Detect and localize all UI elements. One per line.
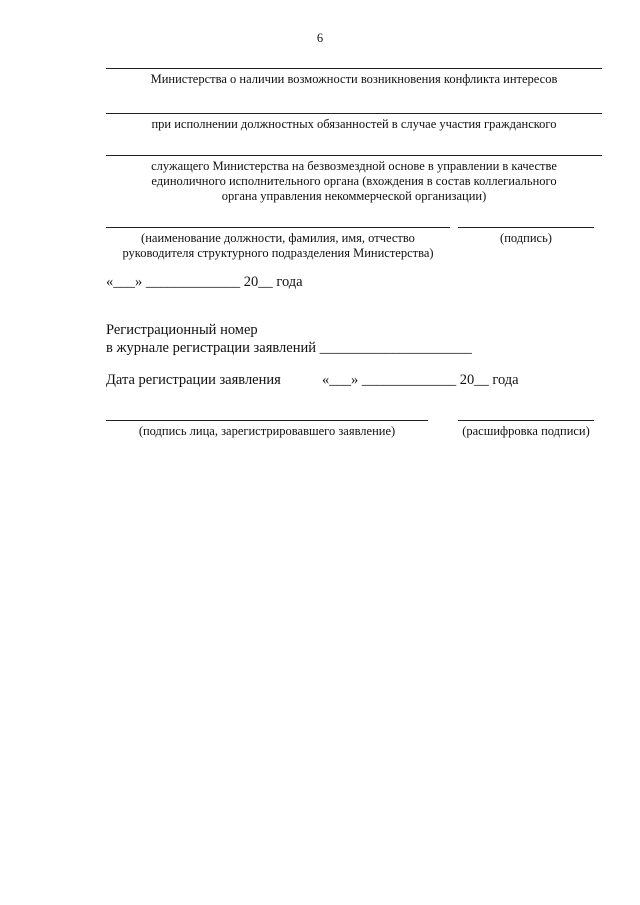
date-line bbox=[106, 273, 303, 291]
signature-line bbox=[458, 227, 594, 228]
fill-line bbox=[106, 113, 602, 114]
date-month-blank: _____________ bbox=[145, 274, 241, 290]
decode-line bbox=[458, 420, 594, 421]
page-number: 6 bbox=[316, 31, 324, 45]
statement-line-3a: служащего Министерства на безвозмездной основе в управлении в качестве bbox=[151, 159, 557, 173]
statement-line-2: при исполнении должностных обязанностей в случае участия гражданского bbox=[151, 117, 557, 131]
registrar-signature-caption: (подпись лица, зарегистрировавшего заявление) bbox=[138, 424, 396, 438]
registration-label-1: Регистрационный номер bbox=[106, 322, 258, 338]
date-day-blank: «___» bbox=[106, 274, 143, 290]
name-signature-line bbox=[106, 227, 450, 228]
registration-date-label: Дата регистрации заявления bbox=[106, 372, 281, 388]
registration-number-row bbox=[106, 339, 472, 357]
statement-line-3b: единоличного исполнительного органа (вхождения в состав коллегиального bbox=[151, 174, 557, 188]
registration-date-row bbox=[322, 371, 519, 389]
registration-number-blank: _____________________ bbox=[319, 340, 472, 356]
registration-month-blank: _____________ bbox=[361, 372, 457, 388]
statement-line-1: Министерства о наличии возможности возникновения конфликта интересов bbox=[150, 72, 558, 86]
fill-line bbox=[106, 68, 602, 69]
statement-line-3c: органа управления некоммерческой организации) bbox=[221, 189, 487, 203]
decode-caption: (расшифровка подписи) bbox=[462, 424, 590, 438]
fill-line bbox=[106, 155, 602, 156]
name-caption-2: руководителя структурного подразделения Министерства) bbox=[122, 246, 434, 260]
name-caption-1: (наименование должности, фамилия, имя, отчество bbox=[141, 231, 415, 245]
registration-year: 20__ года bbox=[459, 372, 519, 388]
date-year: 20__ года bbox=[243, 274, 303, 290]
registrar-signature-line bbox=[106, 420, 428, 421]
registration-day-blank: «___» bbox=[322, 372, 359, 388]
registration-label-2: в журнале регистрации заявлений bbox=[106, 340, 316, 356]
signature-caption: (подпись) bbox=[500, 231, 552, 245]
